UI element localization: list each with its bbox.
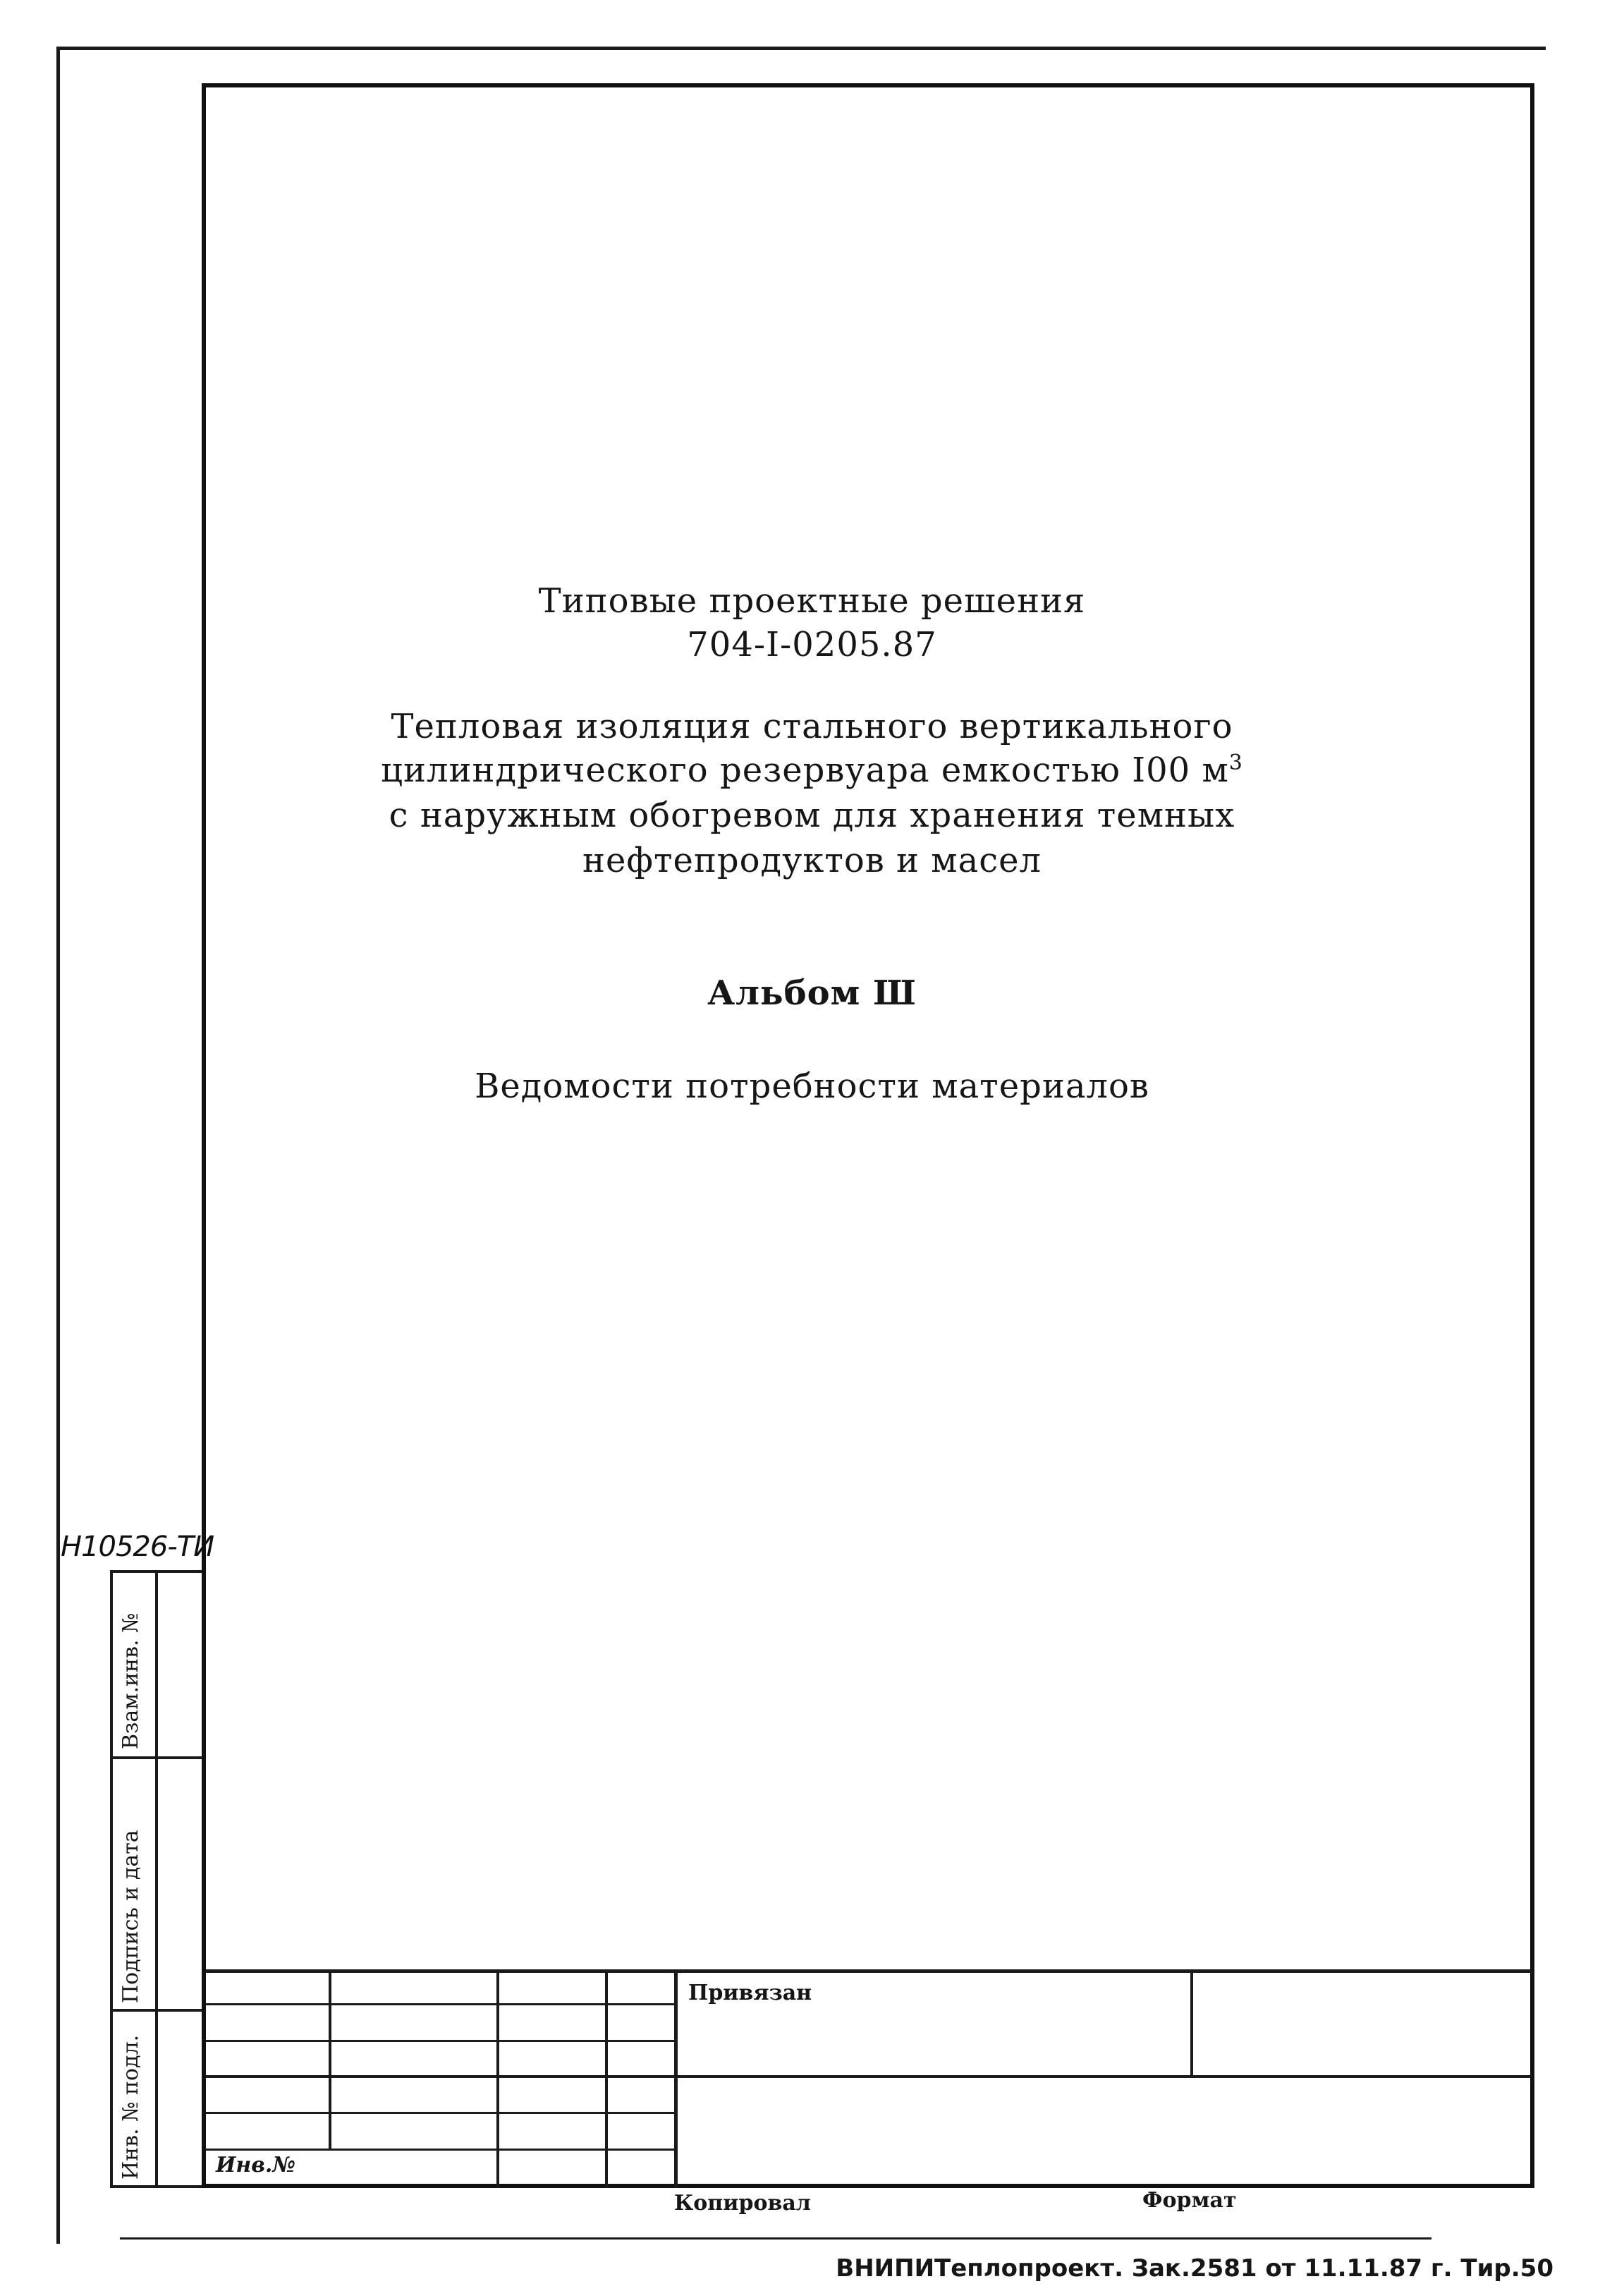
title-line-3: с наружным обогревом для хранения темных xyxy=(389,796,1235,835)
margin-label-replacement: Взам.инв. № xyxy=(118,1612,143,1749)
margin-line xyxy=(110,2185,202,2188)
title-block-line xyxy=(206,2075,1532,2078)
title-block-line xyxy=(329,1971,331,2149)
album-label: Альбом Ш xyxy=(707,973,917,1013)
margin-label-signature: Подпись и дата xyxy=(118,1830,143,2003)
sheet-edge-left xyxy=(56,47,60,2244)
title-block-line xyxy=(496,1971,499,2188)
inventory-stamp: Н10526-ТИ xyxy=(61,1531,214,1563)
title-line-2 xyxy=(0,750,1624,790)
drawing-frame xyxy=(202,83,1534,2188)
printer-note: ВНИПИТеплопроект. Зак.2581 от 11.11.87 г. Тир.50 xyxy=(836,2254,1553,2283)
unit-superscript: 3 xyxy=(1228,750,1243,775)
title-block-line xyxy=(206,1969,1532,1973)
title-line-4: нефтепродуктов и масел xyxy=(582,841,1042,880)
margin-label-original-inv: Инв. № подл. xyxy=(118,2034,143,2180)
album-subtitle: Ведомости потребности материалов xyxy=(475,1066,1149,1106)
title-line-2-text: цилиндрического резервуара емкостью I00 м xyxy=(381,750,1229,790)
bound-label: Привязан xyxy=(688,1981,812,2005)
margin-line xyxy=(155,1570,158,2188)
title-line-1: Тепловая изоляция стального вертикального xyxy=(391,707,1233,746)
document-code: 704-I-0205.87 xyxy=(687,625,937,664)
margin-line xyxy=(110,1756,202,1759)
title-block-line xyxy=(1190,1971,1193,2077)
title-block-line xyxy=(674,1971,678,2188)
title-block-line xyxy=(605,1971,608,2188)
series-title: Типовые проектные решения xyxy=(538,581,1086,621)
copied-label: Копировал xyxy=(674,2191,811,2216)
margin-line xyxy=(110,1570,113,2188)
sheet-edge-top xyxy=(56,47,1546,50)
inventory-number-label: Инв.№ xyxy=(216,2153,295,2177)
margin-line xyxy=(110,2009,202,2012)
format-label: Формат xyxy=(1142,2188,1237,2213)
footer-rule xyxy=(120,2237,1431,2240)
